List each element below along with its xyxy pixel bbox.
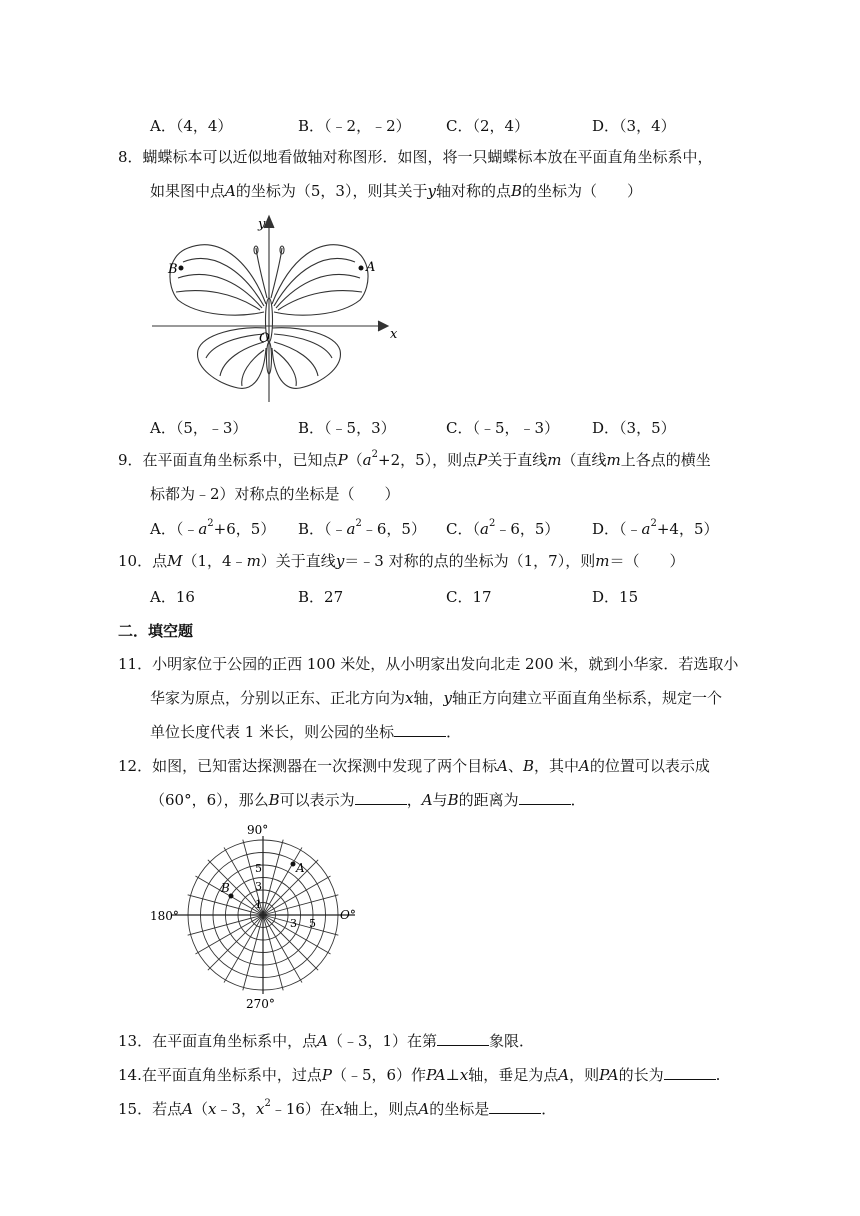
q8-line2: 如果图中点A的坐标为（5，3），则其关于y轴对称的点B的坐标为（ ）	[150, 182, 642, 200]
q9-option-a: A．（$﹣a^2+6$，5）	[150, 518, 276, 538]
section-title-fill-blank: 二．填空题	[118, 622, 194, 640]
radar-label-a: A	[296, 861, 305, 875]
label-y: y	[258, 217, 266, 232]
q7-option-c: C．（2，4）	[446, 117, 530, 135]
q15-line: 15．若点A（x﹣3，$x^2﹣16$）在x轴上，则点A的坐标是 ．	[118, 1098, 557, 1118]
q13-line: 13．在平面直角坐标系中，点A（﹣3，1）在第 象限．	[118, 1032, 535, 1050]
q8-line1: 8．蝴蝶标本可以近似地看做轴对称图形．如图，将一只蝴蝶标本放在平面直角坐标系中，	[118, 148, 713, 166]
q15-blank[interactable]	[489, 1099, 541, 1114]
q13-blank[interactable]	[437, 1031, 489, 1046]
radar-figure	[150, 822, 370, 1008]
q12-blank-2[interactable]	[519, 790, 571, 805]
butterfly-figure	[150, 208, 410, 408]
label-r5: 5	[255, 862, 262, 875]
label-r3: 3	[255, 880, 262, 893]
q9-line1: 9．在平面直角坐标系中，已知点$P(a^2+2$，5），则点P关于直线m（直线m上各点的横坐	[118, 449, 711, 469]
label-o: O	[259, 331, 270, 346]
q11-line2: 华家为原点，分别以正东、正北方向为x轴，y轴正方向建立平面直角坐标系，规定一个	[150, 689, 722, 707]
label-90deg: 90°	[247, 823, 269, 837]
point-a	[359, 266, 364, 271]
label-0deg: O°	[340, 908, 356, 922]
q12-line1: 12．如图，已知雷达探测器在一次探测中发现了两个目标A、B，其中A的位置可以表示成	[118, 757, 710, 775]
q9-option-b: B．（$﹣a^2﹣6$，5）	[298, 518, 426, 538]
label-r1: 1	[255, 898, 262, 911]
point-b	[179, 266, 184, 271]
label-180deg: 180°	[150, 909, 179, 923]
q8-option-a: A．（5，﹣3）	[150, 419, 248, 437]
q9-option-d: D．（$﹣a^2+4$，5）	[592, 518, 719, 538]
q10-line1: 10．点M（1，4﹣m）关于直线y＝﹣3 对称的点的坐标为（1，7），则m＝（ ）	[118, 552, 685, 570]
q8-option-b: B．（﹣5，3）	[298, 419, 396, 437]
label-a: A	[366, 260, 376, 275]
label-270deg: 270°	[246, 997, 275, 1008]
q8-option-d: D．（3，5）	[592, 419, 676, 437]
label-x: x	[390, 327, 398, 342]
q12-blank-1[interactable]	[355, 790, 407, 805]
q14-line: 14.在平面直角坐标系中，过点P（﹣5，6）作PA⊥x轴，垂足为点A，则PA的长为 .	[118, 1066, 721, 1084]
q10-option-a: A．16	[150, 588, 195, 606]
q7-option-d: D．（3，4）	[592, 117, 676, 135]
q10-option-c: C．17	[446, 588, 492, 606]
q8-number: 8．	[118, 148, 143, 166]
label-b: B	[168, 262, 178, 277]
q10-option-d: D．15	[592, 588, 639, 606]
label-rr5: 5	[309, 917, 316, 930]
radar-point-a	[291, 862, 296, 867]
q8-option-c: C．（﹣5，﹣3）	[446, 419, 560, 437]
q14-blank[interactable]	[664, 1065, 716, 1080]
q10-option-b: B．27	[298, 588, 344, 606]
q7-option-a: A．（4，4）	[150, 117, 233, 135]
q11-line1: 11．小明家位于公园的正西 100 米处，从小明家出发向北走 200 米，就到小华家．若选取小	[118, 655, 739, 673]
q9-line2: 标都为﹣2）对称点的坐标是（ ）	[150, 485, 400, 503]
q11-line3: 单位长度代表 1 米长，则公园的坐标 ．	[150, 723, 462, 741]
q11-blank[interactable]	[394, 722, 446, 737]
q12-line2: （60°，6），那么B可以表示为 ，A与B的距离为 ．	[150, 791, 586, 809]
q9-option-c: C．（$a^2﹣6$，5）	[446, 518, 560, 538]
q7-option-b: B．（﹣2，﹣2）	[298, 117, 411, 135]
label-rr3: 3	[290, 917, 297, 930]
radar-label-b: B	[221, 881, 230, 895]
